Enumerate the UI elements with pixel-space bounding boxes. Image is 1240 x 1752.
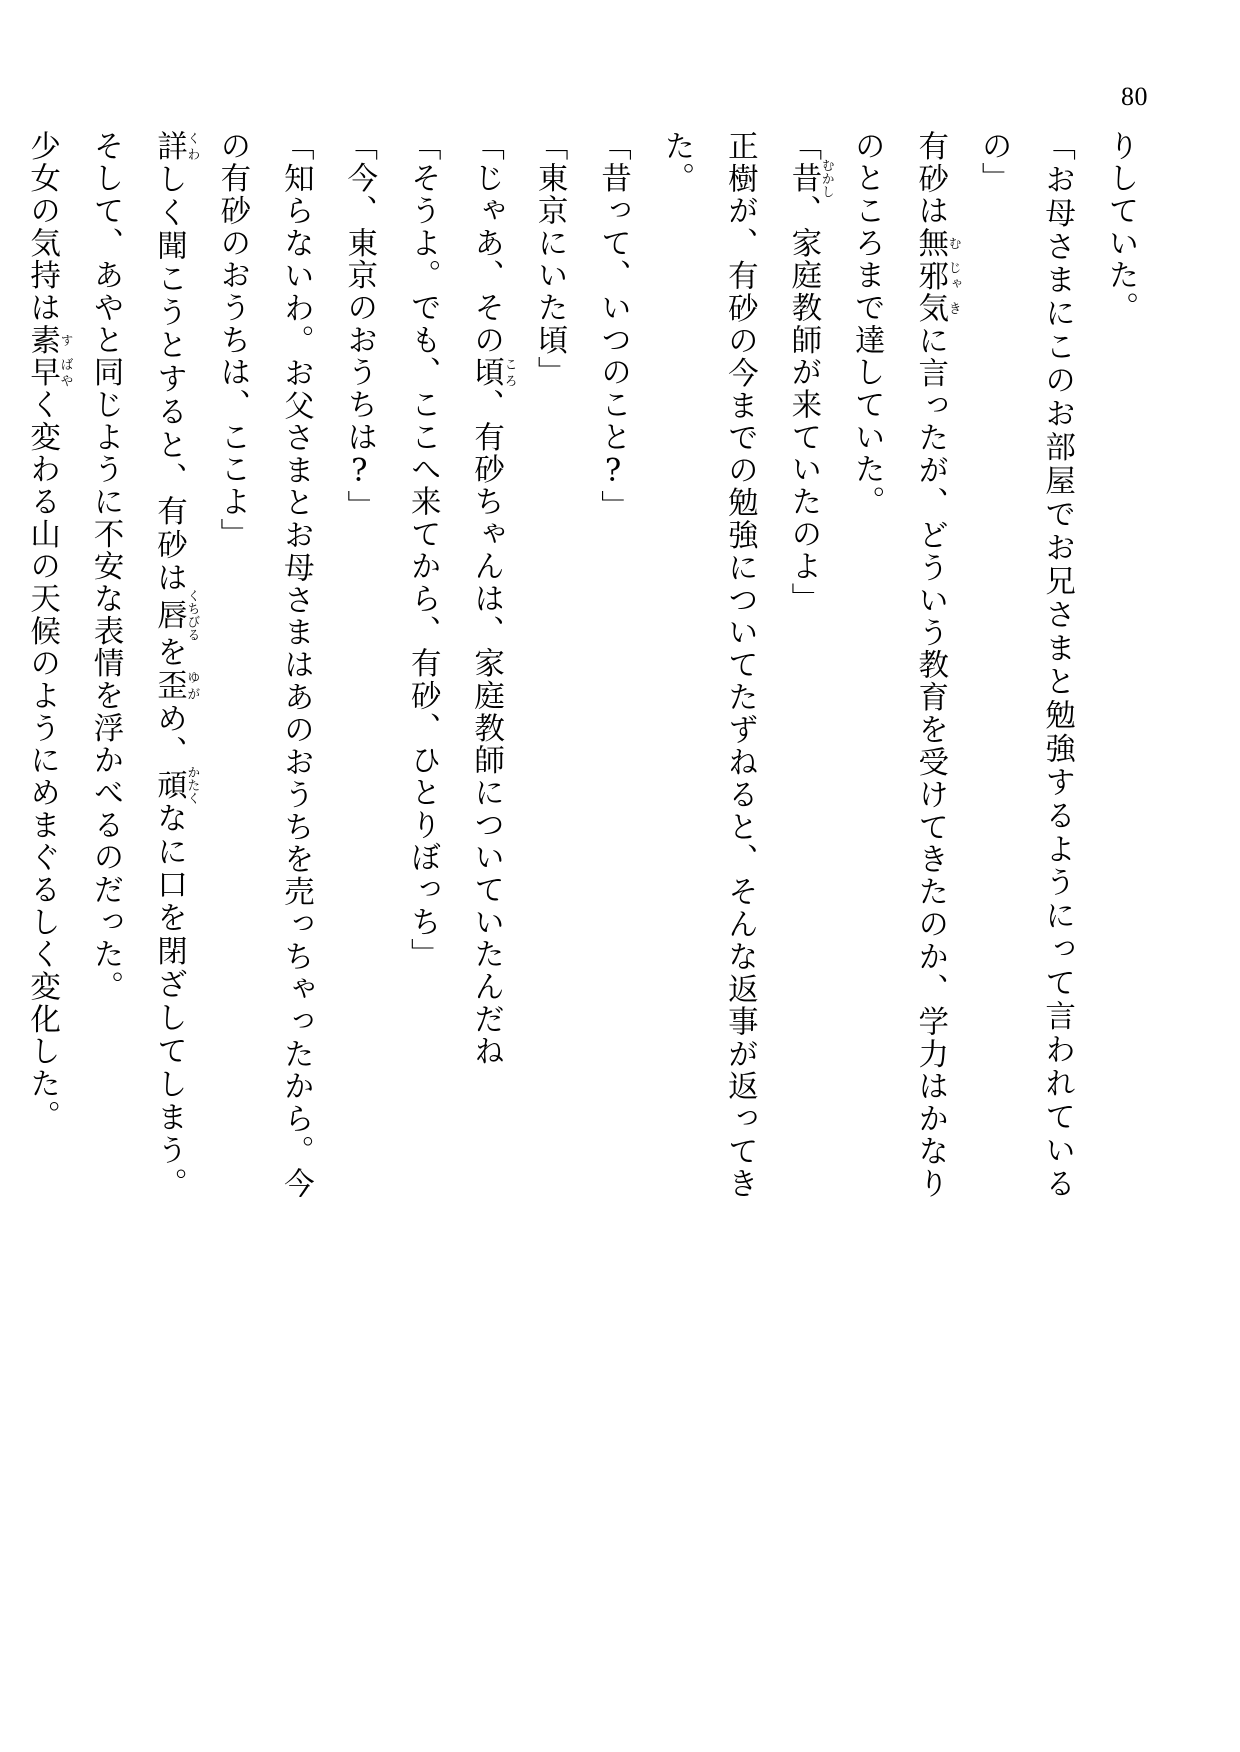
ruby-group bbox=[468, 356, 517, 389]
text-run: 少女の気持は bbox=[24, 130, 60, 324]
ruby-group bbox=[151, 589, 200, 642]
ruby-text: くわ bbox=[184, 130, 200, 163]
body-text-column bbox=[24, 130, 1152, 1200]
page-number: 80 bbox=[1120, 82, 1148, 111]
ruby-group bbox=[151, 765, 200, 805]
ruby-text: む bbox=[945, 227, 961, 260]
text-run: 有砂は bbox=[912, 130, 948, 228]
ruby-group bbox=[24, 323, 73, 357]
ruby-base: 詳 bbox=[151, 130, 187, 164]
ruby-text: す bbox=[57, 323, 73, 357]
text-run: 「じゃあ、その bbox=[468, 130, 504, 357]
ruby-text: むかし bbox=[818, 158, 834, 199]
paragraph bbox=[74, 130, 201, 1200]
ruby-base: 無 bbox=[912, 227, 948, 260]
ruby-group bbox=[785, 158, 834, 199]
text-run: 、家庭教師が来ていたのよ」 bbox=[785, 194, 821, 615]
ruby-text: ゆが bbox=[184, 669, 200, 702]
paragraph: 「昔って、いつのこと?」 bbox=[595, 130, 631, 523]
ruby-base: 歪 bbox=[151, 669, 187, 703]
ruby-group bbox=[912, 259, 961, 293]
ruby-base: 早 bbox=[24, 356, 60, 389]
paragraph: 「お母さまにこのお部屋でお兄さまと勉強するようにって言われているの」 bbox=[976, 130, 1075, 1200]
text-run: 、有砂ちゃんは、家庭教師についていたんだね bbox=[468, 388, 504, 1068]
text-run: を bbox=[151, 635, 187, 670]
text-run: しく聞こうとすると、有砂は bbox=[151, 163, 187, 596]
paragraph: 正樹が、有砂の今までの勉強についてたずねると、そんな返事が返ってきた。 bbox=[658, 130, 758, 1200]
ruby-text: ころ bbox=[501, 356, 517, 389]
text-run: く変わる山の天候のようにめまぐるしく変化した。 bbox=[24, 388, 60, 1133]
ruby-text: かたく bbox=[184, 765, 200, 805]
paragraph bbox=[454, 130, 517, 1200]
ruby-text: くちびる bbox=[184, 589, 200, 642]
paragraph: りしていた。 bbox=[1103, 130, 1138, 324]
ruby-group bbox=[912, 227, 961, 260]
ruby-base: 頃 bbox=[468, 356, 504, 389]
ruby-base: 邪 bbox=[912, 259, 948, 293]
paragraph bbox=[771, 130, 834, 1200]
ruby-group bbox=[912, 292, 961, 325]
text-run: に言ったが、どういう教育を受けてきたのか、学力はかなりのところまで達していた。 bbox=[849, 130, 948, 1200]
text-run: め、 bbox=[151, 702, 187, 770]
ruby-group bbox=[151, 130, 200, 164]
paragraph: 「東京にいた頃」 bbox=[532, 130, 568, 389]
ruby-group bbox=[24, 356, 73, 389]
paragraph: 「そうよ。でも、ここへ来てから、有砂、ひとりぼっち」 bbox=[405, 130, 441, 971]
text-run: なに口を閉ざしてしまう。そして、あやと同じように不安な表情を浮かべるのだった。 bbox=[88, 130, 187, 1200]
ruby-base: 気 bbox=[912, 292, 948, 325]
paragraph: 「今、東京のおうちは?」 bbox=[341, 130, 377, 523]
paragraph bbox=[835, 130, 962, 1200]
ruby-group bbox=[151, 669, 200, 703]
paragraph bbox=[10, 130, 73, 1200]
ruby-base: 素 bbox=[24, 323, 60, 357]
text-run: 「 bbox=[785, 130, 821, 163]
ruby-base: 昔 bbox=[785, 158, 821, 199]
paragraph: 「知らないわ。お父さまとお母さまはあのおうちを売っちゃったから。今の有砂のおうちは、ここよ」 bbox=[214, 130, 314, 1200]
ruby-text: ばや bbox=[57, 356, 73, 389]
ruby-base: 唇 bbox=[151, 589, 187, 642]
ruby-base: 頑 bbox=[151, 765, 187, 805]
ruby-text: き bbox=[945, 292, 961, 325]
ruby-text: じゃ bbox=[945, 259, 961, 293]
